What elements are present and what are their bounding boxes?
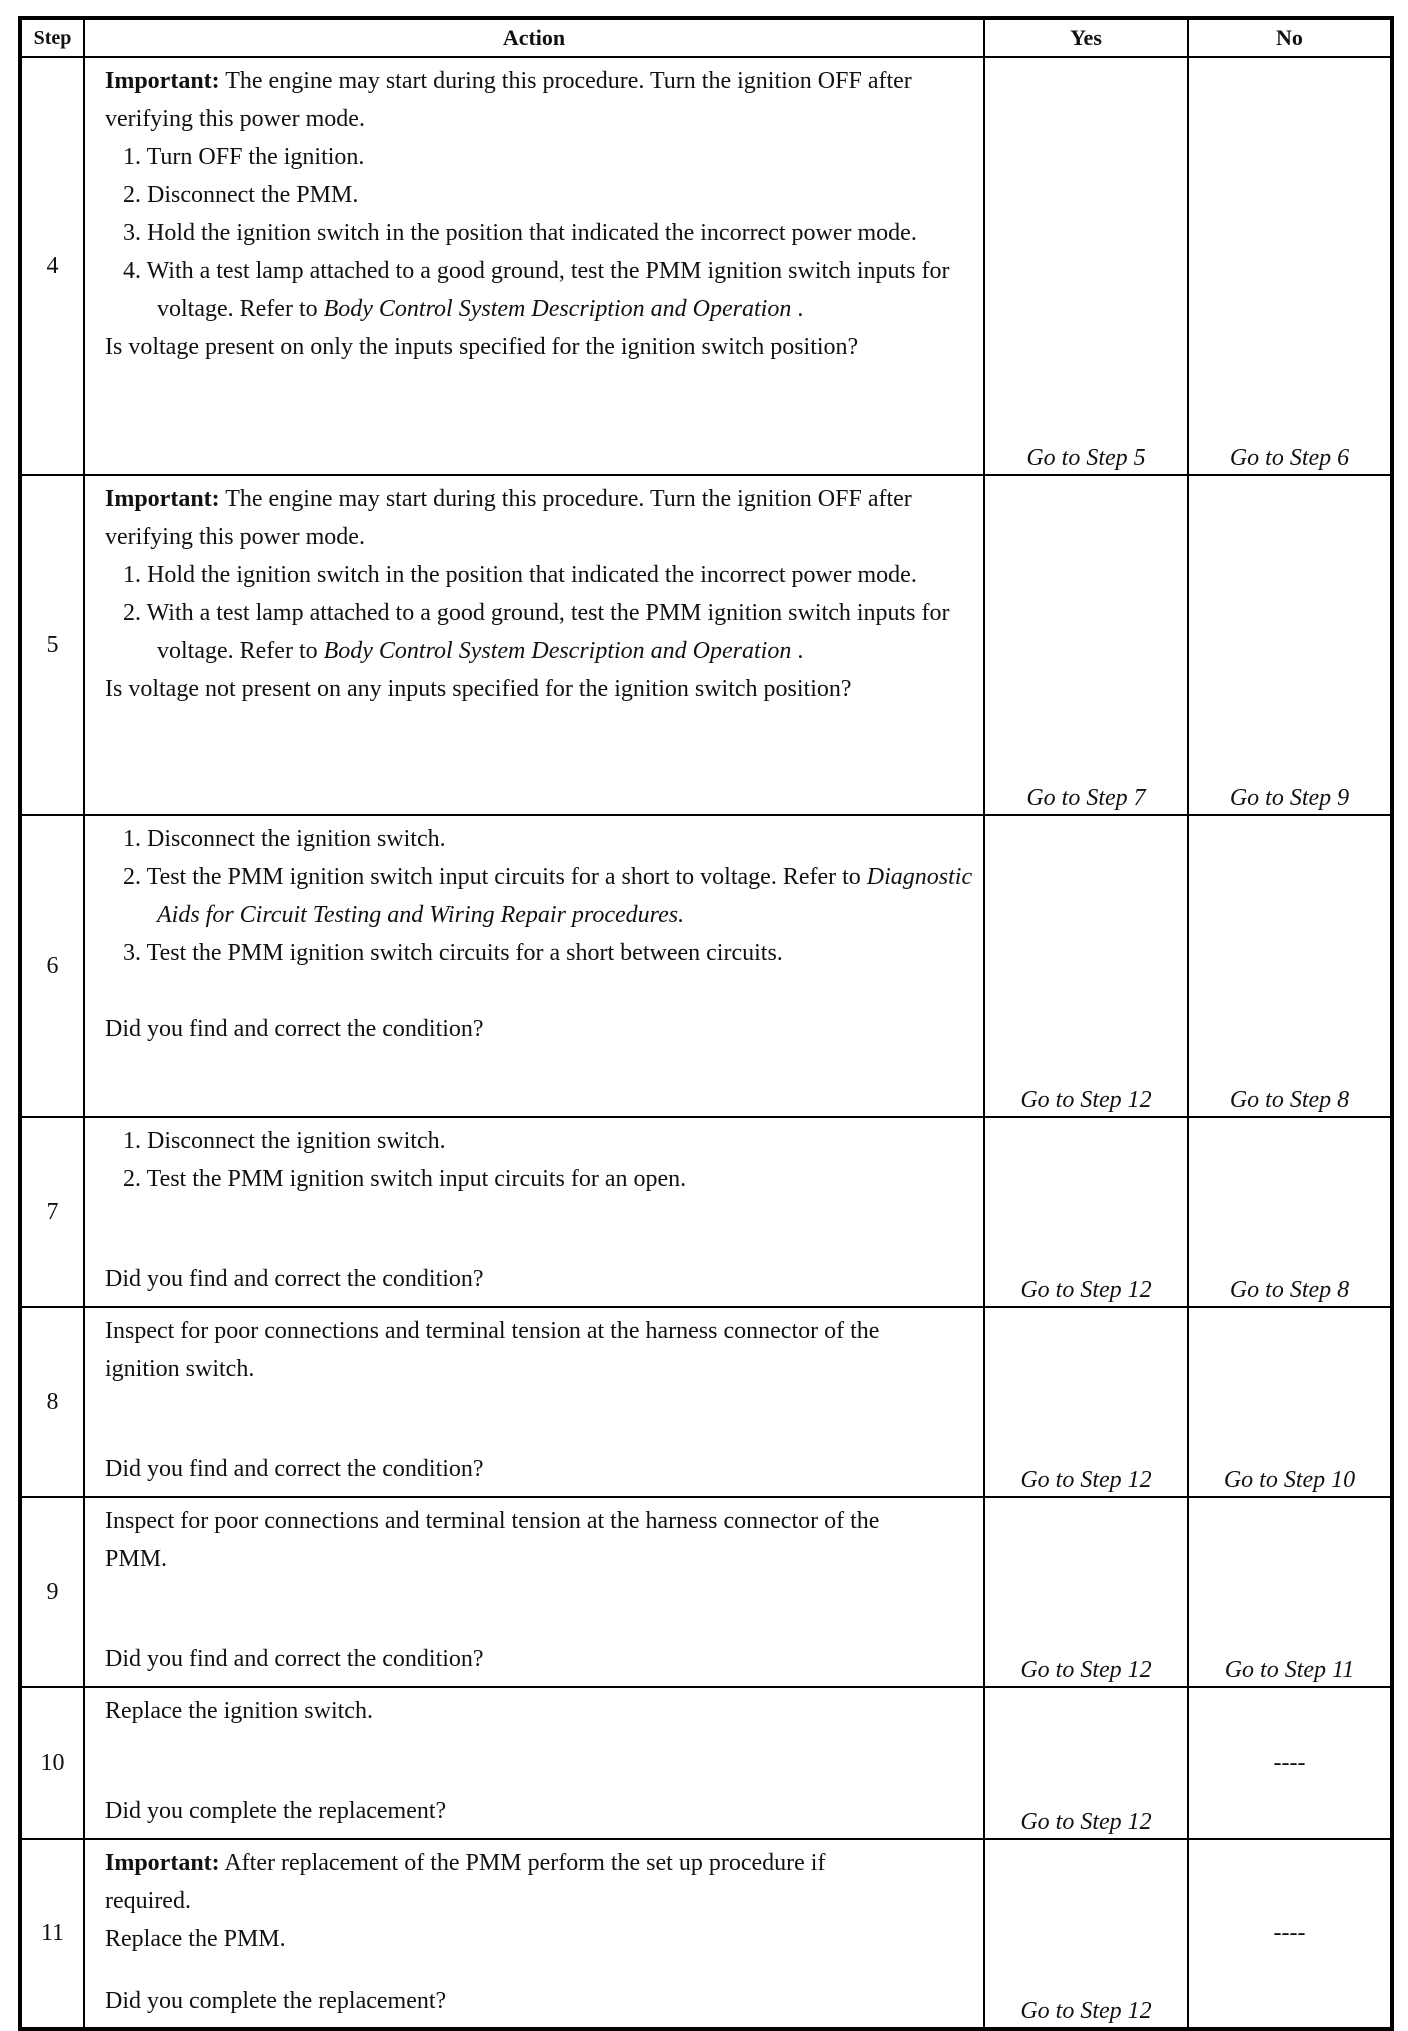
action-cell: [84, 475, 984, 815]
list-item: 2. Disconnect the PMM.: [123, 182, 359, 208]
header-yes: Yes: [984, 18, 1188, 57]
table-row: [20, 475, 1392, 815]
header-step: Step: [20, 18, 84, 57]
question-text: Is voltage present on only the inputs specified for the ignition switch position?: [105, 334, 859, 360]
no-goto: Go to Step 10: [1188, 1307, 1392, 1497]
action-cell: [84, 1307, 984, 1497]
step-number: 5: [20, 475, 84, 815]
list-item: 1. Hold the ignition switch in the position that indicated the incorrect power mode.: [123, 562, 917, 588]
list-item: 3. Hold the ignition switch in the position that indicated the incorrect power mode.: [123, 220, 917, 246]
important-text: The engine may start during this procedure. Turn the ignition OFF after verifying this power mode.: [105, 486, 912, 550]
diagnostic-table: [18, 16, 1394, 2031]
header-row: [20, 18, 1392, 57]
no-goto: ----: [1188, 1839, 1392, 2029]
step-number: 6: [20, 815, 84, 1117]
list-item: 2. With a test lamp attached to a good ground, test the PMM ignition switch inputs for voltage. Refer to Body Control System Description and Operation .: [123, 600, 950, 664]
action-cell: [84, 815, 984, 1117]
question-text: Did you find and correct the condition?: [105, 1266, 484, 1292]
step-number: 8: [20, 1307, 84, 1497]
list-item: 1. Turn OFF the ignition.: [123, 144, 365, 170]
action-cell: [84, 1839, 984, 2029]
question-text: Did you find and correct the condition?: [105, 1456, 484, 1482]
important-note: [105, 480, 975, 556]
important-note: [105, 62, 975, 138]
yes-goto: Go to Step 12: [984, 815, 1188, 1117]
no-goto: Go to Step 11: [1188, 1497, 1392, 1687]
reference-link: Body Control System Description and Operation: [323, 296, 792, 322]
step-number: 7: [20, 1117, 84, 1307]
important-note: [105, 1844, 865, 1920]
reference-link: Diagnostic Aids for Circuit Testing and Wiring Repair procedures.: [157, 864, 973, 928]
list-item: 1. Disconnect the ignition switch.: [123, 1128, 446, 1154]
question-text: Did you find and correct the condition?: [105, 1646, 484, 1672]
list-item: 3. Test the PMM ignition switch circuits for a short between circuits.: [123, 940, 783, 966]
action-text: Inspect for poor connections and terminal tension at the harness connector of the ignition switch.: [105, 1318, 880, 1382]
action-cell: [84, 1687, 984, 1839]
no-goto: ----: [1188, 1687, 1392, 1839]
table-row: [20, 1839, 1392, 2029]
yes-goto: Go to Step 12: [984, 1307, 1188, 1497]
question-text: Did you complete the replacement?: [105, 1988, 447, 2014]
yes-goto: Go to Step 12: [984, 1497, 1188, 1687]
no-goto: Go to Step 8: [1188, 1117, 1392, 1307]
step-number: 11: [20, 1839, 84, 2029]
yes-goto: Go to Step 12: [984, 1687, 1188, 1839]
step-number: 4: [20, 57, 84, 475]
important-text: The engine may start during this procedure. Turn the ignition OFF after verifying this power mode.: [105, 68, 912, 132]
header-action: Action: [84, 18, 984, 57]
question-text: Did you find and correct the condition?: [105, 1016, 484, 1042]
no-goto: Go to Step 6: [1188, 57, 1392, 475]
question-text: Did you complete the replacement?: [105, 1798, 447, 1824]
action-text: Replace the PMM.: [105, 1926, 286, 1952]
yes-goto: Go to Step 12: [984, 1839, 1188, 2029]
list-item: 4. With a test lamp attached to a good ground, test the PMM ignition switch inputs for voltage. Refer to Body Control System Description and Operation .: [123, 258, 950, 322]
action-cell: [84, 1497, 984, 1687]
no-goto: Go to Step 8: [1188, 815, 1392, 1117]
list-item: 2. Test the PMM ignition switch input circuits for a short to voltage. Refer to Diagnostic Aids for Circuit Testing and Wiring Repair procedures.: [123, 864, 973, 928]
action-cell: [84, 1117, 984, 1307]
procedure-list: [105, 138, 975, 328]
table-row: [20, 815, 1392, 1117]
action-cell: [84, 57, 984, 475]
yes-goto: Go to Step 5: [984, 57, 1188, 475]
no-goto: Go to Step 9: [1188, 475, 1392, 815]
list-item: 2. Test the PMM ignition switch input circuits for an open.: [123, 1166, 687, 1192]
table-row: [20, 57, 1392, 475]
list-item: 1. Disconnect the ignition switch.: [123, 826, 446, 852]
table-row: [20, 1307, 1392, 1497]
important-label: Important:: [105, 68, 220, 94]
important-label: Important:: [105, 1850, 220, 1876]
procedure-list: [105, 556, 975, 670]
procedure-list: [105, 1122, 975, 1198]
table-row: [20, 1497, 1392, 1687]
table-row: [20, 1117, 1392, 1307]
step-number: 9: [20, 1497, 84, 1687]
header-no: No: [1188, 18, 1392, 57]
important-text: After replacement of the PMM perform the set up procedure if required.: [105, 1850, 826, 1914]
procedure-list: [105, 820, 975, 972]
yes-goto: Go to Step 12: [984, 1117, 1188, 1307]
table-row: [20, 1687, 1392, 1839]
action-text: Replace the ignition switch.: [105, 1698, 373, 1724]
yes-goto: Go to Step 7: [984, 475, 1188, 815]
important-label: Important:: [105, 486, 220, 512]
action-text: Inspect for poor connections and terminal tension at the harness connector of the PMM.: [105, 1508, 880, 1572]
step-number: 10: [20, 1687, 84, 1839]
reference-link: Body Control System Description and Operation: [323, 638, 792, 664]
question-text: Is voltage not present on any inputs specified for the ignition switch position?: [105, 676, 852, 702]
